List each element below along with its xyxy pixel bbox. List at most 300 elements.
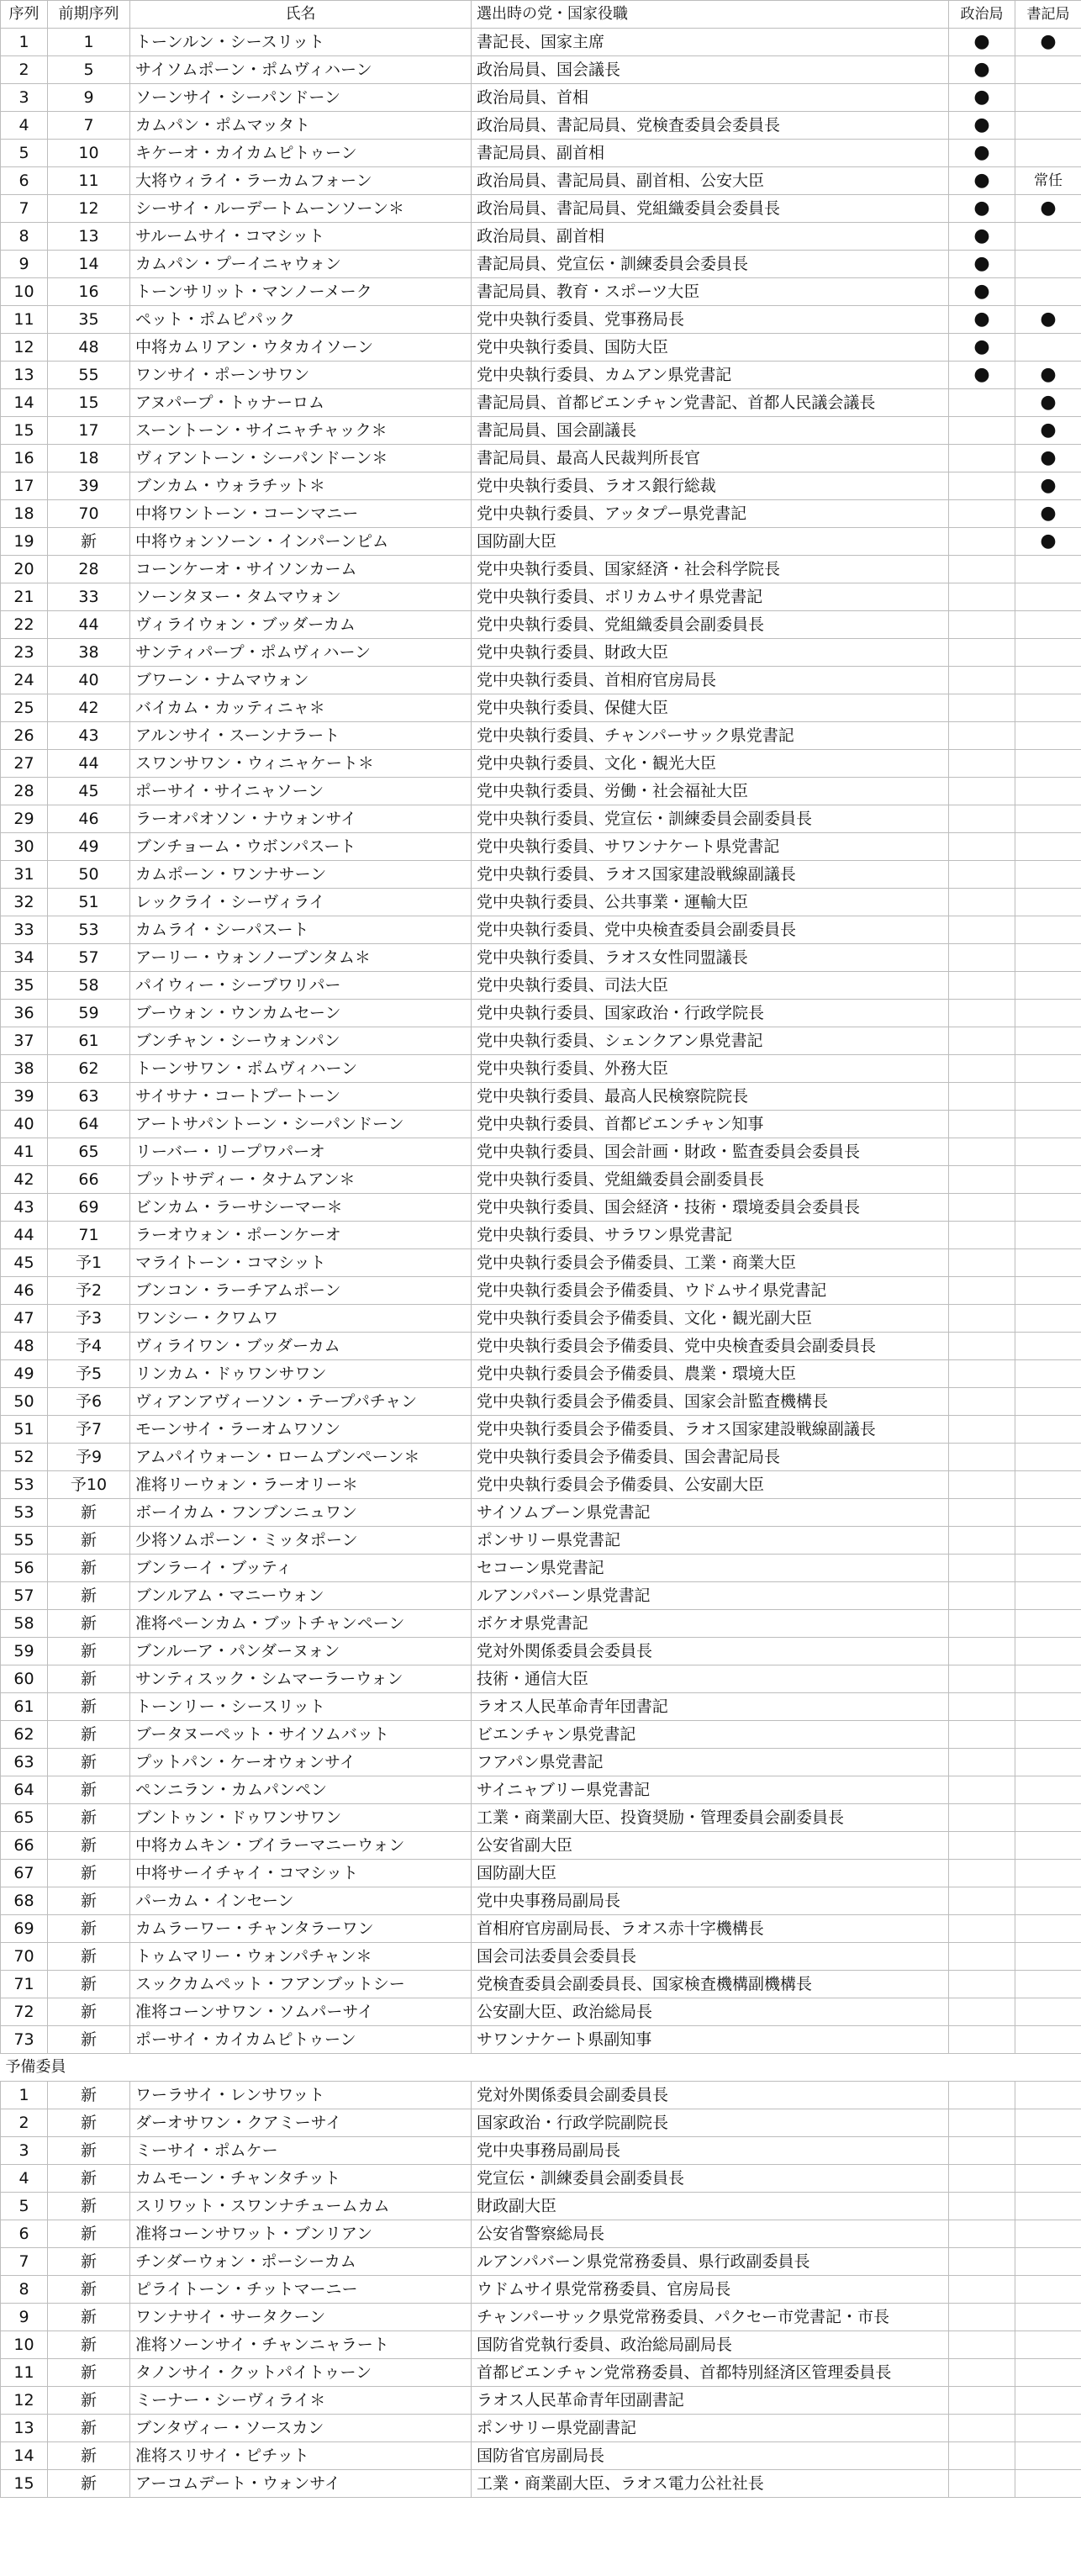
name-cell: アートサパントーン・シーパンドーン xyxy=(130,1111,472,1138)
secretariat-mark xyxy=(1015,2442,1081,2470)
post-cell: 党検査委員会副委員長、国家検査機構副機構長 xyxy=(472,1971,949,1998)
politburo-mark xyxy=(949,1471,1015,1499)
seq-cell: 46 xyxy=(1,1277,48,1305)
post-cell: サイニャブリー県党書記 xyxy=(472,1776,949,1804)
seq-cell: 30 xyxy=(1,833,48,861)
table-row xyxy=(1,2415,1081,2442)
politburo-mark xyxy=(949,2109,1015,2137)
secretariat-mark xyxy=(1015,1111,1081,1138)
prev-seq-cell: 新 xyxy=(48,2359,130,2387)
name-cell: レックライ・シーヴィライ xyxy=(130,889,472,916)
politburo-mark xyxy=(949,1416,1015,1444)
seq-cell: 51 xyxy=(1,1416,48,1444)
prev-seq-cell: 12 xyxy=(48,195,130,223)
name-cell: ブンラーイ・ブッティ xyxy=(130,1555,472,1582)
prev-seq-cell: 44 xyxy=(48,611,130,639)
secretariat-mark: ● xyxy=(1015,29,1081,56)
post-cell: 書記局員、国会副議長 xyxy=(472,417,949,445)
prev-seq-cell: 61 xyxy=(48,1027,130,1055)
name-cell: リンカム・ドゥワンサワン xyxy=(130,1360,472,1388)
table-row xyxy=(1,694,1081,722)
seq-cell: 2 xyxy=(1,2109,48,2137)
name-cell: ピライトーン・チットマーニー xyxy=(130,2276,472,2304)
seq-cell: 27 xyxy=(1,750,48,778)
secretariat-mark xyxy=(1015,2359,1081,2387)
table-row xyxy=(1,2220,1081,2248)
name-cell: ヴィライワン・ブッダーカム xyxy=(130,1333,472,1360)
secretariat-mark xyxy=(1015,1527,1081,1555)
seq-cell: 52 xyxy=(1,1444,48,1471)
table-row xyxy=(1,1804,1081,1832)
table-row xyxy=(1,916,1081,944)
seq-cell: 57 xyxy=(1,1582,48,1610)
name-cell: チンダーウォン・ポーシーカム xyxy=(130,2248,472,2276)
table-row xyxy=(1,556,1081,583)
seq-cell: 73 xyxy=(1,2026,48,2054)
prev-seq-cell: 予5 xyxy=(48,1360,130,1388)
table-header-row xyxy=(1,1,1081,29)
table-row xyxy=(1,1887,1081,1915)
secretariat-mark xyxy=(1015,2387,1081,2415)
secretariat-mark xyxy=(1015,667,1081,694)
header-secretariat: 書記局 xyxy=(1015,1,1081,29)
name-cell: ブーウォン・ウンカムセーン xyxy=(130,1000,472,1027)
secretariat-mark xyxy=(1015,889,1081,916)
seq-cell: 35 xyxy=(1,972,48,1000)
secretariat-mark xyxy=(1015,1222,1081,1249)
table-row xyxy=(1,223,1081,251)
prev-seq-cell: 42 xyxy=(48,694,130,722)
politburo-mark xyxy=(949,445,1015,472)
table-row xyxy=(1,1860,1081,1887)
politburo-mark xyxy=(949,1277,1015,1305)
politburo-mark xyxy=(949,1388,1015,1416)
prev-seq-cell: 11 xyxy=(48,167,130,195)
seq-cell: 66 xyxy=(1,1832,48,1860)
politburo-mark xyxy=(949,1138,1015,1166)
post-cell: 党中央執行委員、アッタプー県党書記 xyxy=(472,500,949,528)
secretariat-mark: 常任 xyxy=(1015,167,1081,195)
post-cell: サワンナケート県副知事 xyxy=(472,2026,949,2054)
politburo-mark xyxy=(949,611,1015,639)
seq-cell: 15 xyxy=(1,417,48,445)
seq-cell: 72 xyxy=(1,1998,48,2026)
prev-seq-cell: 38 xyxy=(48,639,130,667)
seq-cell: 5 xyxy=(1,2193,48,2220)
name-cell: ボーイカム・フンブンニュワン xyxy=(130,1499,472,1527)
post-cell: ウドムサイ県党常務委員、官房局長 xyxy=(472,2276,949,2304)
table-row xyxy=(1,1749,1081,1776)
seq-cell: 47 xyxy=(1,1305,48,1333)
politburo-mark xyxy=(949,1194,1015,1222)
prev-seq-cell: 45 xyxy=(48,778,130,805)
prev-seq-cell: 10 xyxy=(48,140,130,167)
name-cell: ミーサイ・ポムケー xyxy=(130,2137,472,2165)
table-row xyxy=(1,1111,1081,1138)
table-row xyxy=(1,112,1081,140)
table-row xyxy=(1,1222,1081,1249)
seq-cell: 18 xyxy=(1,500,48,528)
post-cell: 党中央執行委員、最高人民検察院院長 xyxy=(472,1083,949,1111)
secretariat-mark xyxy=(1015,611,1081,639)
section-row xyxy=(1,2054,1081,2082)
prev-seq-cell: 新 xyxy=(48,2442,130,2470)
secretariat-mark xyxy=(1015,1305,1081,1333)
post-cell: 党中央執行委員、ラオス銀行総裁 xyxy=(472,472,949,500)
table-row xyxy=(1,2387,1081,2415)
table-row xyxy=(1,140,1081,167)
table-row xyxy=(1,1832,1081,1860)
post-cell: 党中央執行委員、シェンクアン県党書記 xyxy=(472,1027,949,1055)
prev-seq-cell: 14 xyxy=(48,251,130,278)
politburo-mark: ● xyxy=(949,195,1015,223)
politburo-mark xyxy=(949,1943,1015,1971)
politburo-mark xyxy=(949,889,1015,916)
prev-seq-cell: 50 xyxy=(48,861,130,889)
name-cell: ワンシー・クワムワ xyxy=(130,1305,472,1333)
table-row xyxy=(1,417,1081,445)
prev-seq-cell: 新 xyxy=(48,1860,130,1887)
politburo-mark: ● xyxy=(949,140,1015,167)
table-row xyxy=(1,528,1081,556)
secretariat-mark xyxy=(1015,1749,1081,1776)
politburo-mark xyxy=(949,1804,1015,1832)
politburo-mark xyxy=(949,1555,1015,1582)
table-row xyxy=(1,1638,1081,1665)
prev-seq-cell: 新 xyxy=(48,2248,130,2276)
post-cell: 党中央執行委員、首都ビエンチャン知事 xyxy=(472,1111,949,1138)
post-cell: チャンパーサック県党常務委員、パクセー市党書記・市長 xyxy=(472,2304,949,2331)
seq-cell: 4 xyxy=(1,112,48,140)
name-cell: ブンルーア・パンダーヌォン xyxy=(130,1638,472,1665)
secretariat-mark xyxy=(1015,1693,1081,1721)
post-cell: 党中央執行委員、国会経済・技術・環境委員会委員長 xyxy=(472,1194,949,1222)
seq-cell: 7 xyxy=(1,2248,48,2276)
name-cell: ダーオサワン・クアミーサイ xyxy=(130,2109,472,2137)
secretariat-mark xyxy=(1015,2304,1081,2331)
politburo-mark xyxy=(949,1693,1015,1721)
post-cell: 公安省副大臣 xyxy=(472,1832,949,1860)
name-cell: ワンナサイ・サータクーン xyxy=(130,2304,472,2331)
seq-cell: 16 xyxy=(1,445,48,472)
post-cell: 党対外関係委員会委員長 xyxy=(472,1638,949,1665)
post-cell: 公安副大臣、政治総局長 xyxy=(472,1998,949,2026)
prev-seq-cell: 新 xyxy=(48,1721,130,1749)
table-row xyxy=(1,2193,1081,2220)
prev-seq-cell: 新 xyxy=(48,2470,130,2498)
table-row xyxy=(1,2276,1081,2304)
prev-seq-cell: 58 xyxy=(48,972,130,1000)
politburo-mark xyxy=(949,2387,1015,2415)
politburo-mark xyxy=(949,1638,1015,1665)
post-cell: 政治局員、書記局員、副首相、公安大臣 xyxy=(472,167,949,195)
politburo-mark xyxy=(949,861,1015,889)
seq-cell: 14 xyxy=(1,2442,48,2470)
table-row xyxy=(1,334,1081,362)
prev-seq-cell: 17 xyxy=(48,417,130,445)
politburo-mark xyxy=(949,389,1015,417)
table-row xyxy=(1,1277,1081,1305)
post-cell: 国防省官房副局長 xyxy=(472,2442,949,2470)
secretariat-mark xyxy=(1015,1360,1081,1388)
secretariat-mark: ● xyxy=(1015,362,1081,389)
politburo-mark: ● xyxy=(949,223,1015,251)
name-cell: 少将ソムポーン・ミッタポーン xyxy=(130,1527,472,1555)
post-cell: 党中央執行委員、党組織委員会副委員長 xyxy=(472,1166,949,1194)
secretariat-mark xyxy=(1015,750,1081,778)
politburo-mark xyxy=(949,417,1015,445)
table-row xyxy=(1,472,1081,500)
prev-seq-cell: 39 xyxy=(48,472,130,500)
secretariat-mark xyxy=(1015,2165,1081,2193)
politburo-mark xyxy=(949,2359,1015,2387)
name-cell: タノンサイ・クットパイトゥーン xyxy=(130,2359,472,2387)
seq-cell: 32 xyxy=(1,889,48,916)
table-row xyxy=(1,306,1081,334)
name-cell: コーンケーオ・サイソンカーム xyxy=(130,556,472,583)
post-cell: 党中央事務局副局長 xyxy=(472,2137,949,2165)
name-cell: アルンサイ・スーンナラート xyxy=(130,722,472,750)
prev-seq-cell: 新 xyxy=(48,1555,130,1582)
name-cell: 中将ワントーン・コーンマニー xyxy=(130,500,472,528)
seq-cell: 60 xyxy=(1,1665,48,1693)
prev-seq-cell: 28 xyxy=(48,556,130,583)
prev-seq-cell: 新 xyxy=(48,1499,130,1527)
seq-cell: 70 xyxy=(1,1943,48,1971)
prev-seq-cell: 新 xyxy=(48,2109,130,2137)
prev-seq-cell: 予9 xyxy=(48,1444,130,1471)
name-cell: 准将コーンサワン・ソムパーサイ xyxy=(130,1998,472,2026)
politburo-mark xyxy=(949,1083,1015,1111)
name-cell: モーンサイ・ラーオムワソン xyxy=(130,1416,472,1444)
secretariat-mark xyxy=(1015,1027,1081,1055)
post-cell: 公安省警察総局長 xyxy=(472,2220,949,2248)
politburo-mark xyxy=(949,1887,1015,1915)
secretariat-mark xyxy=(1015,583,1081,611)
seq-cell: 11 xyxy=(1,306,48,334)
seq-cell: 28 xyxy=(1,778,48,805)
secretariat-mark xyxy=(1015,1638,1081,1665)
seq-cell: 4 xyxy=(1,2165,48,2193)
table-row xyxy=(1,1471,1081,1499)
seq-cell: 36 xyxy=(1,1000,48,1027)
seq-cell: 34 xyxy=(1,944,48,972)
table-row xyxy=(1,1555,1081,1582)
seq-cell: 1 xyxy=(1,29,48,56)
prev-seq-cell: 71 xyxy=(48,1222,130,1249)
table-row xyxy=(1,445,1081,472)
prev-seq-cell: 70 xyxy=(48,500,130,528)
post-cell: 政治局員、書記局員、党組織委員会委員長 xyxy=(472,195,949,223)
seq-cell: 64 xyxy=(1,1776,48,1804)
name-cell: カムモーン・チャンタチット xyxy=(130,2165,472,2193)
prev-seq-cell: 新 xyxy=(48,1527,130,1555)
table-row xyxy=(1,778,1081,805)
secretariat-mark: ● xyxy=(1015,445,1081,472)
seq-cell: 56 xyxy=(1,1555,48,1582)
politburo-mark: ● xyxy=(949,251,1015,278)
name-cell: ブータヌーペット・サイソムバット xyxy=(130,1721,472,1749)
politburo-mark xyxy=(949,583,1015,611)
post-cell: 党中央執行委員、司法大臣 xyxy=(472,972,949,1000)
prev-seq-cell: 新 xyxy=(48,1887,130,1915)
post-cell: 党中央執行委員、外務大臣 xyxy=(472,1055,949,1083)
seq-cell: 26 xyxy=(1,722,48,750)
seq-cell: 10 xyxy=(1,278,48,306)
seq-cell: 31 xyxy=(1,861,48,889)
table-row xyxy=(1,362,1081,389)
table-row xyxy=(1,2442,1081,2470)
politburo-mark xyxy=(949,694,1015,722)
post-cell: 首相府官房副局長、ラオス赤十字機構長 xyxy=(472,1915,949,1943)
prev-seq-cell: 43 xyxy=(48,722,130,750)
politburo-mark xyxy=(949,2331,1015,2359)
table-row xyxy=(1,1305,1081,1333)
secretariat-mark xyxy=(1015,1610,1081,1638)
secretariat-mark xyxy=(1015,1943,1081,1971)
table-row xyxy=(1,1776,1081,1804)
table-row xyxy=(1,1444,1081,1471)
name-cell: サイソムポーン・ポムヴィハーン xyxy=(130,56,472,84)
prev-seq-cell: 新 xyxy=(48,2387,130,2415)
seq-cell: 9 xyxy=(1,2304,48,2331)
secretariat-mark: ● xyxy=(1015,500,1081,528)
politburo-mark xyxy=(949,1527,1015,1555)
table-row xyxy=(1,1027,1081,1055)
table-row xyxy=(1,167,1081,195)
name-cell: サルームサイ・コマシット xyxy=(130,223,472,251)
post-cell: ラオス人民革命青年団書記 xyxy=(472,1693,949,1721)
seq-cell: 14 xyxy=(1,389,48,417)
table-row xyxy=(1,1388,1081,1416)
seq-cell: 29 xyxy=(1,805,48,833)
prev-seq-cell: 新 xyxy=(48,1804,130,1832)
secretariat-mark xyxy=(1015,639,1081,667)
table-row xyxy=(1,1416,1081,1444)
prev-seq-cell: 1 xyxy=(48,29,130,56)
post-cell: 党中央執行委員、国家政治・行政学院長 xyxy=(472,1000,949,1027)
seq-cell: 39 xyxy=(1,1083,48,1111)
politburo-mark xyxy=(949,722,1015,750)
prev-seq-cell: 予3 xyxy=(48,1305,130,1333)
seq-cell: 62 xyxy=(1,1721,48,1749)
secretariat-mark xyxy=(1015,223,1081,251)
seq-cell: 3 xyxy=(1,2137,48,2165)
politburo-mark xyxy=(949,1971,1015,1998)
table-row xyxy=(1,833,1081,861)
secretariat-mark xyxy=(1015,1416,1081,1444)
table-row xyxy=(1,583,1081,611)
politburo-mark xyxy=(949,2248,1015,2276)
table-row xyxy=(1,1249,1081,1277)
name-cell: プットサディー・タナムアン＊ xyxy=(130,1166,472,1194)
post-cell: 党中央執行委員、労働・社会福祉大臣 xyxy=(472,778,949,805)
secretariat-mark xyxy=(1015,1277,1081,1305)
name-cell: 准将ソーンサイ・チャンニャラート xyxy=(130,2331,472,2359)
politburo-mark xyxy=(949,2137,1015,2165)
secretariat-mark xyxy=(1015,1776,1081,1804)
table-row xyxy=(1,195,1081,223)
post-cell: 工業・商業副大臣、ラオス電力公社社長 xyxy=(472,2470,949,2498)
prev-seq-cell: 35 xyxy=(48,306,130,334)
seq-cell: 59 xyxy=(1,1638,48,1665)
name-cell: トーンサワン・ポムヴィハーン xyxy=(130,1055,472,1083)
seq-cell: 67 xyxy=(1,1860,48,1887)
seq-cell: 6 xyxy=(1,167,48,195)
name-cell: トゥムマリー・ウォンパチャン＊ xyxy=(130,1943,472,1971)
politburo-mark xyxy=(949,556,1015,583)
table-row xyxy=(1,889,1081,916)
post-cell: 政治局員、首相 xyxy=(472,84,949,112)
post-cell: 党中央執行委員、国家経済・社会科学院長 xyxy=(472,556,949,583)
name-cell: 大将ウィライ・ラーカムフォーン xyxy=(130,167,472,195)
post-cell: 党中央執行委員、カムアン県党書記 xyxy=(472,362,949,389)
post-cell: 党中央執行委員、チャンパーサック県党書記 xyxy=(472,722,949,750)
post-cell: 国防省党執行委員、政治総局副局長 xyxy=(472,2331,949,2359)
name-cell: 准将コーンサワット・ブンリアン xyxy=(130,2220,472,2248)
secretariat-mark xyxy=(1015,1860,1081,1887)
name-cell: ヴィアンアヴィーソン・テープパチャン xyxy=(130,1388,472,1416)
seq-cell: 12 xyxy=(1,2387,48,2415)
name-cell: ヴィアントーン・シーパンドーン＊ xyxy=(130,445,472,472)
name-cell: ソーンサイ・シーパンドーン xyxy=(130,84,472,112)
post-cell: 党対外関係委員会副委員長 xyxy=(472,2082,949,2109)
post-cell: ポンサリー県党書記 xyxy=(472,1527,949,1555)
politburo-mark xyxy=(949,1027,1015,1055)
politburo-mark xyxy=(949,778,1015,805)
prev-seq-cell: 予4 xyxy=(48,1333,130,1360)
post-cell: 書記局員、首都ビエンチャン党書記、首都人民議会議長 xyxy=(472,389,949,417)
secretariat-mark xyxy=(1015,1249,1081,1277)
post-cell: 国家政治・行政学院副院長 xyxy=(472,2109,949,2137)
secretariat-mark xyxy=(1015,556,1081,583)
seq-cell: 21 xyxy=(1,583,48,611)
politburo-mark: ● xyxy=(949,84,1015,112)
seq-cell: 33 xyxy=(1,916,48,944)
post-cell: ビエンチャン県党書記 xyxy=(472,1721,949,1749)
post-cell: 党中央執行委員、サワンナケート県党書記 xyxy=(472,833,949,861)
prev-seq-cell: 新 xyxy=(48,1665,130,1693)
politburo-mark xyxy=(949,667,1015,694)
secretariat-mark xyxy=(1015,1388,1081,1416)
secretariat-mark: ● xyxy=(1015,306,1081,334)
post-cell: 党中央執行委員会予備委員、工業・商業大臣 xyxy=(472,1249,949,1277)
name-cell: ラーオパオソン・ナウォンサイ xyxy=(130,805,472,833)
table-row xyxy=(1,805,1081,833)
secretariat-mark xyxy=(1015,2109,1081,2137)
table-row xyxy=(1,972,1081,1000)
secretariat-mark: ● xyxy=(1015,528,1081,556)
seq-cell: 58 xyxy=(1,1610,48,1638)
post-cell: 書記局員、教育・スポーツ大臣 xyxy=(472,278,949,306)
politburo-mark xyxy=(949,833,1015,861)
table-row xyxy=(1,1971,1081,1998)
politburo-mark: ● xyxy=(949,29,1015,56)
seq-cell: 7 xyxy=(1,195,48,223)
name-cell: ワーラサイ・レンサワット xyxy=(130,2082,472,2109)
prev-seq-cell: 新 xyxy=(48,1638,130,1665)
prev-seq-cell: 13 xyxy=(48,223,130,251)
politburo-mark xyxy=(949,944,1015,972)
name-cell: 中将サーイチャイ・コマシット xyxy=(130,1860,472,1887)
post-cell: 党中央執行委員、公共事業・運輸大臣 xyxy=(472,889,949,916)
post-cell: 政治局員、副首相 xyxy=(472,223,949,251)
politburo-mark xyxy=(949,1360,1015,1388)
seq-cell: 11 xyxy=(1,2359,48,2387)
politburo-mark xyxy=(949,1499,1015,1527)
politburo-mark xyxy=(949,639,1015,667)
secretariat-mark xyxy=(1015,2276,1081,2304)
